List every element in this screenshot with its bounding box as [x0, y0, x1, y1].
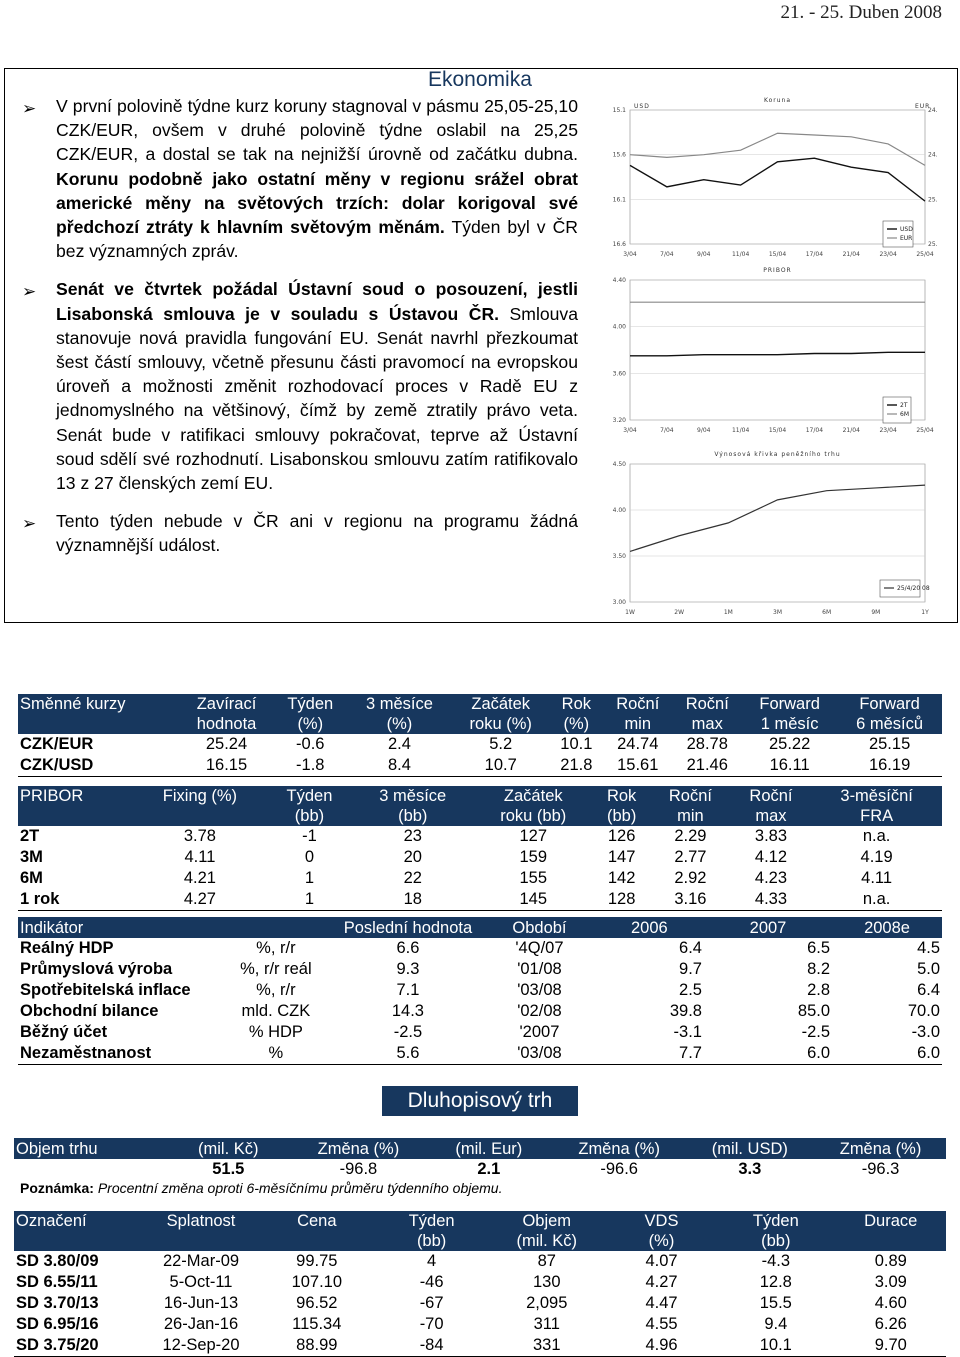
x-tick-label: 2W [674, 609, 685, 616]
fx-header-cell: Směnné kurzy [18, 694, 180, 734]
volume-cell: -96.8 [339, 1160, 378, 1178]
bond-row [14, 1335, 946, 1357]
indicator-cell: 6.4 [679, 939, 702, 957]
plot-area [630, 280, 925, 420]
pribor-cell: 20 [403, 848, 422, 866]
bullet-1-bold: Korunu podobně jako ostatní měny v regionu srážel obrat americké měny na světových trzích: dolar korigoval své předchozí ztráty k hlavním světovým měnám. [56, 168, 578, 238]
fx-row [18, 734, 942, 755]
bond-cell: 115.34 [292, 1315, 342, 1333]
fx-cell: 21.8 [550, 755, 603, 777]
bond-cell: 26-Jan-16 [163, 1315, 239, 1333]
y-tick-label: 3.20 [612, 417, 626, 424]
pribor-cell: 3M [20, 848, 43, 866]
bond-cell: 9.4 [764, 1315, 788, 1333]
indicator-cell: -2.5 [801, 1023, 831, 1041]
x-tick-label: 11/04 [731, 427, 750, 434]
indicator-cell: mld. CZK [241, 1002, 311, 1020]
y-tick-label: 4.50 [612, 461, 626, 468]
bullet-1-text: V první polovině týdne kurz koruny stagnoval v pásmu 25,05-25,10 CZK/EUR, ovšem v druhé polovině týdne oslabil na 25,25 CZK/EUR, a dostal se tak na nejnižší úrovně od začátku dubna. [56, 96, 578, 165]
y-right-tick-label: 24. [928, 107, 938, 114]
pribor-row [18, 868, 942, 889]
fx-cell: 5.2 [489, 735, 513, 753]
pribor-cell: -1 [302, 827, 317, 845]
series-line [630, 352, 925, 356]
pribor-header-cell: Začátek roku (bb) [473, 786, 593, 826]
pribor-header-row [18, 786, 942, 826]
bullet-2-bold: Senát ve čtvrtek požádal Ústavní soud o posouzení, jestli Lisabonská smlouva je v souladu s Ústavou ČR. [56, 279, 578, 324]
x-tick-label: 1Y [921, 609, 929, 616]
note-text: Procentní změna oproti 6-měsíčnímu průměru týdenního objemu. [97, 1180, 503, 1196]
pribor-header-cell: Rok (bb) [593, 786, 650, 826]
pribor-cell: 126 [607, 827, 636, 845]
bond-cell: 311 [533, 1315, 560, 1333]
bond-cell: 331 [487, 1335, 607, 1357]
indicator-cell: -2.5 [393, 1023, 423, 1041]
bond-cell: 4.96 [607, 1335, 716, 1357]
y-right-tick-label: 25. [928, 241, 938, 248]
y-tick-label: 4.40 [612, 277, 626, 284]
x-tick-label: 17/04 [805, 251, 824, 258]
indicator-cell: 2.5 [679, 981, 702, 999]
indicator-row [18, 1001, 942, 1022]
indicator-cell: % HDP [248, 1023, 303, 1041]
x-tick-label: 9M [871, 609, 881, 616]
volume-cell [14, 1159, 164, 1180]
bond-header-cell: Splatnost [145, 1211, 257, 1251]
fx-header-cell: Zavírací hodnota [180, 694, 274, 734]
bond-cell: 4 [427, 1252, 437, 1270]
volume-header-row [14, 1138, 946, 1159]
indicator-cell: -3.1 [673, 1023, 702, 1041]
bond-row [14, 1314, 946, 1335]
fx-header-cell: Začátek roku (%) [452, 694, 550, 734]
fx-cell: 28.78 [686, 735, 728, 753]
bond-cell: 4.27 [645, 1273, 678, 1291]
bullet-2-text: Smlouva stanovuje nová pravidla fungování EU. Senát navrhl přezkoumat šest částí smlouvy, včetně přesunu části pravomocí na evropskou úroveň a možnosti změnit rozhodovací proces v Radě EU z jednomyslného na většinový, čímž by země ztratily právo veta. Senát bude v ratifikaci smlouvy pokračovat, teprve až Ústavní soud sdělí své rozhodnutí. Lisabonskou smlouvu zatím ratifikovalo 13 z 27 členských zemí EU. [56, 303, 578, 494]
x-tick-label: 7/04 [660, 251, 674, 258]
pribor-cell: 4.33 [731, 889, 812, 911]
y-right-tick-label: 25. [928, 196, 938, 204]
indicator-header-cell: 2006 [595, 917, 704, 938]
y-tick-label: 4.00 [612, 507, 626, 514]
pribor-cell: 4.19 [860, 848, 893, 866]
bond-cell: -4.3 [761, 1252, 791, 1270]
pribor-cell: n.a. [862, 827, 891, 845]
bond-cell: -46 [419, 1273, 444, 1291]
bond-cell: 12.8 [759, 1273, 792, 1291]
bond-header-cell: Cena [257, 1211, 377, 1251]
x-tick-label: 11/04 [731, 251, 750, 258]
indicator-cell: 6.0 [832, 1043, 942, 1065]
fx-cell: 16.11 [742, 755, 837, 777]
indicator-cell: '02/08 [517, 1002, 562, 1020]
pribor-row [18, 847, 942, 868]
pribor-cell: 3.16 [650, 889, 731, 911]
pribor-row [18, 826, 942, 847]
fx-row [18, 755, 942, 777]
volume-table [14, 1138, 946, 1180]
indicator-row [18, 938, 942, 959]
fx-cell: 24.74 [617, 735, 659, 753]
chart-title: Koruna [763, 97, 792, 104]
indicator-cell: 5.0 [917, 960, 940, 978]
x-tick-label: 23/04 [879, 427, 897, 434]
series-line [630, 158, 925, 201]
indicator-cell: 70.0 [907, 1002, 940, 1020]
bond-cell: 87 [537, 1252, 556, 1270]
bond-cell: 22-Mar-09 [162, 1252, 240, 1270]
bond-header-cell: Označení [14, 1211, 145, 1251]
indicator-header-cell: 2007 [704, 917, 832, 938]
volume-header-cell: Změna (%) [815, 1138, 946, 1159]
indicator-cell: 7.7 [595, 1043, 704, 1065]
pribor-cell: 2.29 [674, 827, 707, 845]
volume-cell: -96.3 [861, 1160, 900, 1178]
pribor-cell: 1 [304, 869, 315, 887]
bond-cell: SD 3.75/20 [14, 1335, 145, 1357]
yield-curve-chart [590, 450, 940, 620]
bond-cell: -67 [419, 1294, 444, 1312]
x-tick-label: 15/04 [768, 427, 787, 434]
indicator-cell: 6.4 [917, 981, 940, 999]
bond-header-cell: VDS (%) [607, 1211, 716, 1251]
fx-header-cell: Rok (%) [550, 694, 603, 734]
legend-label: USD [900, 226, 913, 233]
debt-section-title: Dluhopisový trh [382, 1086, 578, 1116]
indicator-cell: Spotřebitelská inflace [20, 981, 191, 999]
bond-cell: 12-Sep-20 [145, 1335, 257, 1357]
indicator-cell: -3.0 [911, 1023, 940, 1041]
fx-header-cell: Forward 1 měsíc [742, 694, 837, 734]
pribor-cell: 6M [20, 869, 43, 887]
fx-header-cell: Týden (%) [273, 694, 347, 734]
legend-label: EUR [900, 235, 913, 242]
pribor-cell: 4.12 [754, 848, 788, 866]
series-line [630, 133, 925, 165]
indicator-header-cell [220, 917, 332, 938]
bond-cell: 4.07 [645, 1252, 678, 1270]
bond-body [14, 1251, 946, 1357]
x-tick-label: 25/04 [916, 251, 934, 258]
pribor-cell: 22 [403, 869, 422, 887]
legend-label: 2T [900, 402, 908, 409]
pribor-cell: 0 [304, 848, 315, 866]
pribor-cell: 2.92 [674, 869, 707, 887]
fx-cell: 21.46 [673, 755, 743, 777]
volume-header-cell: (mil. Eur) [424, 1138, 554, 1159]
bond-cell: 9.70 [836, 1335, 947, 1357]
fx-header-cell: Forward 6 měsíců [837, 694, 942, 734]
bond-row [14, 1251, 946, 1272]
bond-cell: -70 [419, 1315, 444, 1333]
indicator-cell: %, r/r [256, 981, 296, 999]
arrow-bullet-icon: ➢ [22, 514, 37, 534]
fx-cell: 25.24 [205, 735, 248, 753]
x-tick-label: 21/04 [842, 251, 860, 258]
bond-cell: SD 3.70/13 [16, 1294, 99, 1312]
indicator-cell: '03/08 [484, 1043, 594, 1065]
indicator-cell: Nezaměstnanost [18, 1043, 220, 1065]
indicator-cell: 6.5 [807, 939, 831, 957]
fx-body [18, 734, 942, 777]
bond-cell: 15.5 [759, 1294, 792, 1312]
fx-cell: 16.19 [837, 755, 942, 777]
y-tick-label: 15.6 [612, 151, 626, 159]
fx-cell: 16.15 [180, 755, 274, 777]
bond-header-row [14, 1211, 946, 1251]
bond-cell: 16-Jun-13 [163, 1294, 239, 1312]
pribor-header-cell: 3-měsíční FRA [811, 786, 942, 826]
pribor-cell: 4.11 [861, 869, 893, 887]
plot-area [630, 110, 925, 244]
indicator-cell: % [220, 1043, 332, 1065]
report-date: 21. - 25. Duben 2008 [780, 2, 942, 23]
fx-cell: CZK/EUR [20, 735, 94, 753]
x-tick-label: 6M [822, 609, 832, 616]
pribor-header-cell: PRIBOR [18, 786, 133, 826]
bond-cell: 3.09 [874, 1273, 907, 1291]
indicator-body [18, 938, 942, 1065]
pribor-header-cell: Roční min [650, 786, 731, 826]
volume-header-cell: Změna (%) [554, 1138, 685, 1159]
indicator-table [18, 917, 942, 1065]
volume-cell: 2.1 [477, 1160, 501, 1178]
x-tick-label: 15/04 [768, 251, 787, 258]
bond-cell: SD 6.95/16 [16, 1315, 99, 1333]
bullet-3-text: Tento týden nebude v ČR ani v regionu na programu žádná významnější událost. [56, 511, 578, 556]
indicator-cell: %, r/r reál [240, 960, 312, 978]
indicator-row [18, 980, 942, 1001]
fx-header-cell: 3 měsíce (%) [347, 694, 452, 734]
pribor-cell: 159 [519, 848, 548, 866]
indicator-cell: Reálný HDP [20, 939, 114, 957]
fx-table [18, 694, 942, 777]
arrow-bullet-icon: ➢ [22, 282, 37, 302]
pribor-cell: 23 [403, 827, 422, 845]
bond-row [14, 1293, 946, 1314]
indicator-cell: Běžný účet [20, 1023, 108, 1041]
bond-cell: 4.47 [645, 1294, 678, 1312]
indicator-cell: 2.8 [807, 981, 831, 999]
indicator-header-row [18, 917, 942, 938]
indicator-cell: 85.0 [797, 1002, 831, 1020]
volume-header-cell: Objem trhu [14, 1138, 164, 1159]
indicator-cell: '4Q/07 [515, 939, 564, 957]
pribor-cell: 145 [473, 889, 593, 911]
indicator-cell: 4.5 [917, 939, 940, 957]
indicator-row [18, 1043, 942, 1065]
fx-cell: 10.7 [452, 755, 550, 777]
indicator-cell: 9.7 [679, 960, 702, 978]
indicator-cell: 9.3 [396, 960, 420, 978]
fx-cell: CZK/USD [18, 755, 180, 777]
y-tick-label: 15.1 [612, 107, 626, 114]
indicator-cell: Průmyslová výroba [20, 960, 173, 978]
x-tick-label: 23/04 [879, 251, 897, 258]
y-tick-label: 3.00 [612, 599, 626, 606]
pribor-header-cell: Týden (bb) [267, 786, 352, 826]
pribor-table [18, 786, 942, 911]
arrow-bullet-icon: ➢ [22, 99, 37, 118]
fx-header-cell: Roční max [673, 694, 743, 734]
volume-header-cell: (mil. USD) [685, 1138, 815, 1159]
x-tick-label: 3M [773, 609, 782, 616]
fx-cell: 15.61 [603, 755, 673, 777]
legend-box [883, 221, 913, 247]
chart-title: Výnosová křivka peněžního trhu [714, 451, 841, 458]
pribor-cell: 127 [519, 827, 548, 845]
x-tick-label: 9/04 [697, 251, 711, 258]
volume-header-cell: Změna (%) [293, 1138, 424, 1159]
bond-cell: 10.1 [716, 1335, 835, 1357]
fx-cell: 25.15 [868, 735, 911, 753]
x-tick-label: 3/04 [623, 251, 637, 258]
y-right-tick-label: 24. [928, 151, 938, 159]
pribor-cell: 128 [593, 889, 650, 911]
indicator-cell: '03/08 [517, 981, 562, 999]
note-label: Poznámka: [20, 1180, 94, 1196]
x-tick-label: 7/04 [660, 427, 674, 434]
fx-cell: -0.6 [296, 735, 325, 753]
bullet-3 [22, 509, 578, 557]
volume-cell: -96.6 [600, 1160, 638, 1178]
bond-cell: 96.52 [296, 1294, 338, 1312]
bond-cell: SD 6.55/11 [16, 1273, 98, 1291]
pribor-cell: 155 [519, 869, 548, 887]
indicator-cell: '01/08 [517, 960, 562, 978]
bond-cell: 107.10 [291, 1273, 343, 1291]
volume-cell: 3.3 [738, 1160, 762, 1178]
bond-header-cell: Týden (bb) [377, 1211, 487, 1251]
pribor-cell: 3.78 [183, 827, 216, 845]
x-tick-label: 1M [723, 609, 733, 616]
bond-cell: 5-Oct-11 [169, 1273, 233, 1291]
fx-cell: 8.4 [347, 755, 452, 777]
bond-cell: 99.75 [296, 1252, 338, 1270]
pribor-cell: 142 [607, 869, 636, 887]
volume-cell: 51.5 [212, 1160, 245, 1178]
indicator-cell: 5.6 [332, 1043, 485, 1065]
x-tick-label: 25/04 [916, 427, 934, 434]
bond-cell: SD 3.80/09 [16, 1252, 99, 1270]
pribor-cell: 2T [20, 827, 40, 845]
pribor-header-cell: Fixing (%) [133, 786, 267, 826]
bond-header-cell: Durace [836, 1211, 947, 1251]
economics-bullets [22, 94, 578, 572]
pribor-cell: 18 [352, 889, 473, 911]
series-line [630, 485, 925, 551]
indicator-row [18, 959, 942, 980]
indicator-cell: 39.8 [669, 1002, 702, 1020]
pribor-cell: 1 rok [18, 889, 133, 911]
x-tick-label: 3/04 [623, 427, 637, 434]
bond-cell: 6.26 [874, 1315, 907, 1333]
y-tick-label: 4.00 [612, 323, 626, 331]
volume-header-cell: (mil. Kč) [164, 1138, 293, 1159]
bond-cell: 4.55 [645, 1315, 678, 1333]
volume-note [20, 1180, 502, 1196]
pribor-cell: 4.27 [133, 889, 267, 911]
bullet-1-tail: Týden byl v ČR bez významných zpráv. [56, 217, 578, 262]
pribor-header-cell: 3 měsíce (bb) [352, 786, 473, 826]
y-right-label: EUR [915, 103, 931, 110]
x-tick-label: 17/04 [805, 427, 824, 434]
fx-cell: 25.22 [768, 735, 811, 753]
volume-row [14, 1159, 946, 1180]
fx-cell: -1.8 [273, 755, 347, 777]
pribor-chart [590, 267, 940, 437]
fx-header-cell: Roční min [603, 694, 673, 734]
y-tick-label: 3.50 [612, 553, 626, 560]
y-tick-label: 16.1 [612, 196, 626, 204]
bond-header-cell: Týden (bb) [716, 1211, 835, 1251]
bond-cell: 130 [532, 1273, 561, 1291]
indicator-cell: 7.1 [396, 981, 420, 999]
indicator-header-cell: 2008e [832, 917, 942, 938]
indicator-header-cell: Období [484, 917, 594, 938]
pribor-cell: 4.23 [754, 869, 788, 887]
bullet-1 [22, 94, 578, 263]
y-left-label: USD [634, 103, 650, 110]
pribor-cell: 4.21 [183, 869, 216, 887]
pribor-body [18, 826, 942, 911]
indicator-cell: 6.0 [704, 1043, 832, 1065]
indicator-cell: 14.3 [391, 1002, 424, 1020]
bond-table [14, 1211, 946, 1357]
indicator-header-cell: Indikátor [18, 917, 220, 938]
x-tick-label: 21/04 [842, 427, 860, 434]
indicator-cell: %, r/r [256, 939, 296, 957]
pribor-cell: 147 [607, 848, 636, 866]
y-tick-label: 3.60 [612, 370, 626, 378]
indicator-cell: '2007 [519, 1023, 560, 1041]
legend-label: 6M [900, 411, 909, 418]
pribor-header-cell: Roční max [731, 786, 812, 826]
chart-title: PRIBOR [763, 267, 792, 274]
pribor-cell: 2.77 [674, 848, 707, 866]
y-tick-label: 16.6 [612, 241, 626, 248]
pribor-cell: n.a. [811, 889, 942, 911]
x-tick-label: 9/04 [697, 427, 711, 434]
pribor-cell: 1 [267, 889, 352, 911]
pribor-cell: 3.83 [754, 827, 788, 845]
fx-cell: 10.1 [560, 735, 593, 753]
indicator-row [18, 1022, 942, 1043]
legend-label: 25/4/20 08 [897, 585, 930, 592]
legend-box [883, 397, 911, 423]
x-tick-label: 1W [625, 609, 635, 616]
economics-title: Ekonomika [428, 68, 532, 91]
fx-header-row [18, 694, 942, 734]
bond-cell: -84 [377, 1335, 487, 1357]
indicator-cell: 6.6 [396, 939, 420, 957]
bond-cell: 88.99 [257, 1335, 377, 1357]
pribor-row [18, 889, 942, 911]
bond-cell: 4.60 [874, 1294, 907, 1312]
bond-cell: 0.89 [874, 1252, 907, 1270]
indicator-cell: Obchodní bilance [20, 1002, 159, 1020]
indicator-header-cell: Poslední hodnota [332, 917, 485, 938]
bond-header-cell: Objem (mil. Kč) [487, 1211, 607, 1251]
bond-cell: 2,095 [526, 1294, 568, 1312]
indicator-cell: 8.2 [807, 960, 831, 978]
koruna-chart [590, 96, 940, 266]
bullet-2 [22, 277, 578, 495]
fx-cell: 2.4 [387, 735, 411, 753]
bond-row [14, 1272, 946, 1293]
pribor-cell: 4.11 [184, 848, 216, 866]
